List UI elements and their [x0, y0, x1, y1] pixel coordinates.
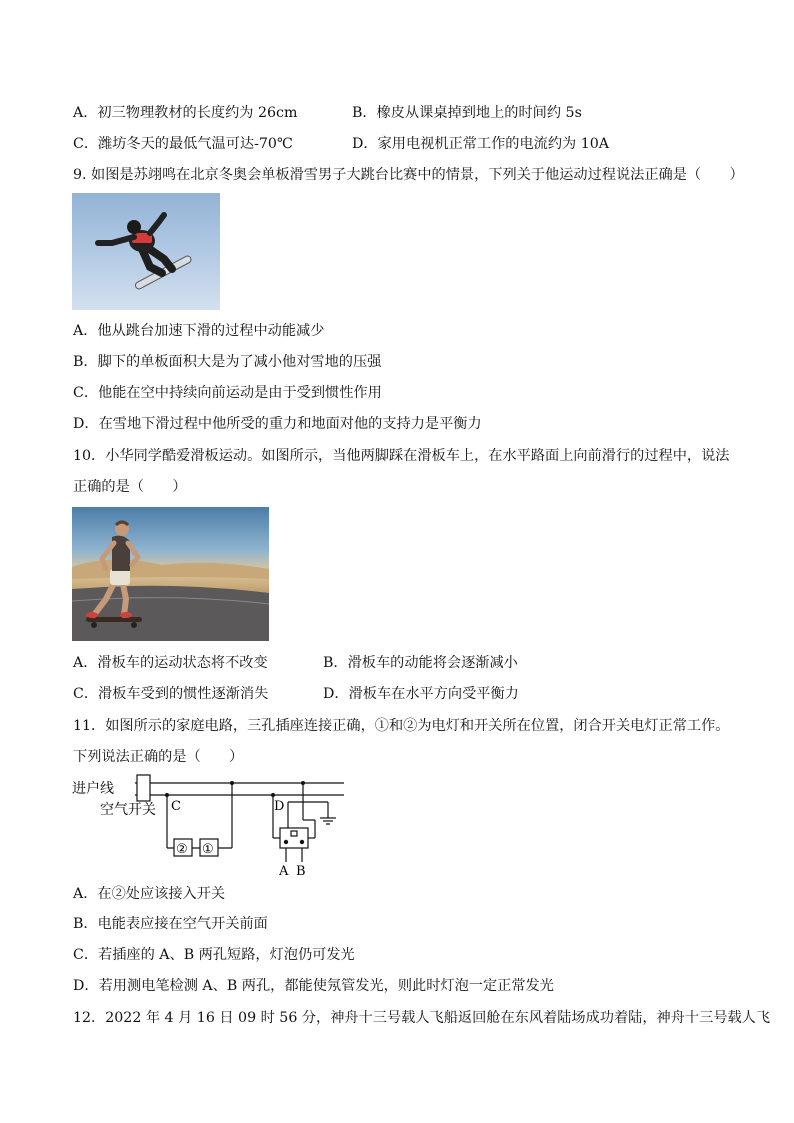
label-d: D [274, 799, 285, 814]
q11-option-a: A．在②处应该接入开关 [73, 886, 226, 902]
label-air-switch: 空气开关 [100, 802, 156, 818]
q11-stem-line2: 下列说法正确的是（ ） [73, 749, 244, 765]
skateboarder-photo [72, 507, 269, 641]
q10-stem-line1: 10．小华同学酷爱滑板运动。如图所示，当他两脚踩在滑板车上，在水平路面上向前滑行的过程中，说法 [73, 448, 730, 464]
q8-option-b: B．橡皮从课桌掉到地上的时间约 5s [352, 105, 582, 121]
q10-option-a: A．滑板车的运动状态将不改变 [73, 655, 268, 671]
label-incoming-line: 进户线 [72, 781, 114, 797]
position-2-label: ② [176, 842, 188, 857]
q10-option-d: D．滑板车在水平方向受平衡力 [323, 686, 519, 702]
q9-stem: 9. 如图是苏翊鸣在北京冬奥会单板滑雪男子大跳台比赛中的情景，下列关于他运动过程说法正确是（ ） [73, 167, 744, 183]
q10-option-b: B．滑板车的动能将会逐渐减小 [323, 655, 518, 671]
q9-option-c: C．他能在空中持续向前运动是由于受到惯性作用 [73, 385, 382, 401]
snowboarder-photo [72, 193, 220, 310]
home-circuit-diagram [60, 770, 360, 882]
q9-option-b: B．脚下的单板面积大是为了减小他对雪地的压强 [73, 354, 382, 370]
label-hole-b: B [296, 864, 306, 879]
label-hole-a: A [279, 864, 289, 879]
q11-option-b: B．电能表应接在空气开关前面 [73, 916, 268, 932]
label-c: C [171, 799, 181, 814]
q11-option-d: D．若用测电笔检测 A、B 两孔，都能使氖管发光，则此时灯泡一定正常发光 [73, 978, 554, 994]
q9-option-d: D．在雪地下滑过程中他所受的重力和地面对他的支持力是平衡力 [73, 416, 482, 432]
q8-option-d: D．家用电视机正常工作的电流约为 10A [352, 136, 609, 152]
q8-option-c: C．潍坊冬天的最低气温可达-70℃ [73, 136, 293, 152]
q11-stem-line1: 11．如图所示的家庭电路，三孔插座连接正确，①和②为电灯和开关所在位置，闭合开关电灯正常工作。 [73, 718, 730, 734]
q10-stem-line2: 正确的是（ ） [73, 479, 187, 495]
q12-stem-line1: 12．2022 年 4 月 16 日 09 时 56 分，神舟十三号载人飞船返回舱在东风着陆场成功着陆，神舟十三号载人飞 [73, 1010, 771, 1026]
q10-option-c: C．滑板车受到的惯性逐渐消失 [73, 686, 269, 702]
q8-option-a: A．初三物理教材的长度约为 26cm [73, 105, 298, 121]
q9-option-a: A．他从跳台加速下滑的过程中动能减少 [73, 323, 325, 339]
position-1-label: ① [202, 842, 214, 857]
q11-option-c: C．若插座的 A、B 两孔短路，灯泡仍可发光 [73, 947, 355, 963]
